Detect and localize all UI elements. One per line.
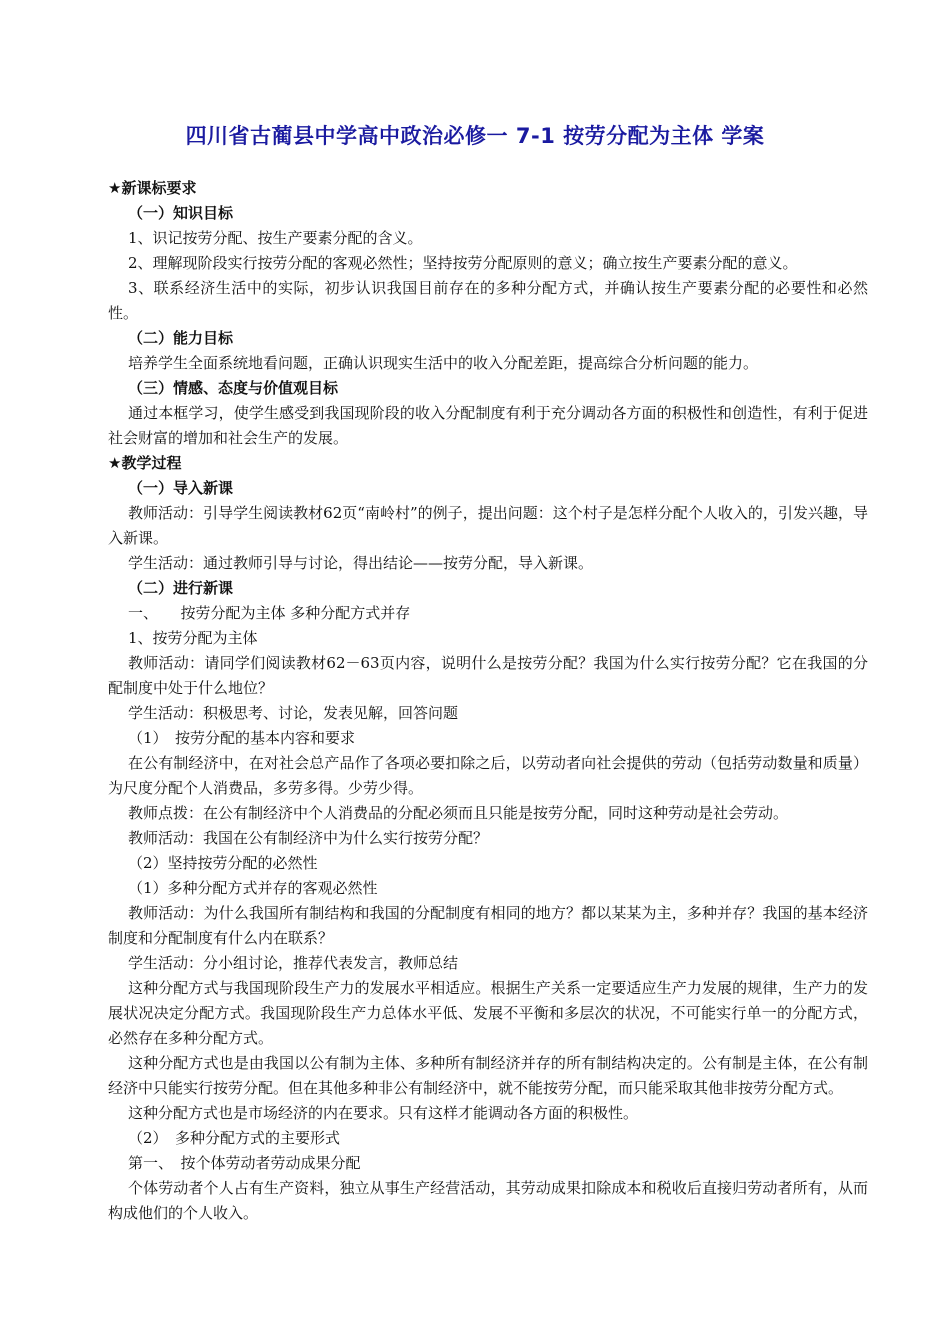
paragraph-13: 这种分配方式与我国现阶段生产力的发展水平相适应。根据生产关系一定要适应生产力发展的规律，生产力的发展状况决定分配方式。我国现阶段生产力总体水平低、发展不平衡和多层次的状况，不可能实行单一的分配方式，必然存在多种分配方式。 (108, 979, 868, 1047)
paragraph-15: 这种分配方式也是市场经济的内在要求。只有这样才能调动各方面的积极性。 (128, 1104, 639, 1122)
intro-paragraph-2: 学生活动：通过教师引导与讨论，得出结论——按劳分配，导入新课。 (128, 554, 594, 572)
paragraph-4: 学生活动：积极思考、讨论，发表见解，回答问题 (128, 704, 459, 722)
paragraph-10: （1）多种分配方式并存的客观必然性 (128, 879, 378, 897)
document-body (108, 176, 868, 1226)
knowledge-goal-1: 1、识记按劳分配、按生产要素分配的含义。 (128, 229, 423, 247)
paragraph-9: （2）坚持按劳分配的必然性 (128, 854, 318, 872)
knowledge-goal-2: 2、理解现阶段实行按劳分配的客观必然性；坚持按劳分配原则的意义；确立按生产要素分配的意义。 (128, 254, 798, 272)
ability-goal-1: 培养学生全面系统地看问题，正确认识现实生活中的收入分配差距，提高综合分析问题的能力。 (128, 354, 759, 372)
paragraph-2: 1、按劳分配为主体 (128, 629, 258, 647)
ability-goals-heading: （二）能力目标 (128, 329, 234, 347)
section-heading-process: ★教学过程 (108, 454, 182, 472)
paragraph-18: 个体劳动者个人占有生产资料，独立从事生产经营活动，其劳动成果扣除成本和税收后直接归劳动者所有，从而构成他们的个人收入。 (108, 1179, 868, 1222)
knowledge-goal-3: 3、联系经济生活中的实际，初步认识我国目前存在的多种分配方式，并确认按生产要素分配的必要性和必然性。 (108, 279, 868, 322)
values-goals-heading: （三）情感、态度与价值观目标 (128, 379, 339, 397)
paragraph-6: 在公有制经济中，在对社会总产品作了各项必要扣除之后，以劳动者向社会提供的劳动（包括劳动数量和质量）为尺度分配个人消费品，多劳多得。少劳少得。 (108, 754, 868, 797)
paragraph-7: 教师点拨：在公有制经济中个人消费品的分配必须而且只能是按劳分配，同时这种劳动是社会劳动。 (128, 804, 789, 822)
paragraph-5: （1） 按劳分配的基本内容和要求 (128, 729, 356, 747)
paragraph-12: 学生活动：分小组讨论，推荐代表发言，教师总结 (128, 954, 459, 972)
paragraph-16: （2） 多种分配方式的主要形式 (128, 1129, 341, 1147)
intro-heading: （一）导入新课 (128, 479, 234, 497)
section-heading-standards: ★新课标要求 (108, 179, 197, 197)
paragraph-14: 这种分配方式也是由我国以公有制为主体、多种所有制经济并存的所有制结构决定的。公有制是主体，在公有制经济中只能实行按劳分配。但在其他多种非公有制经济中，就不能按劳分配，而只能采取其他非按劳分配方式。 (108, 1054, 868, 1097)
intro-paragraph-1: 教师活动：引导学生阅读教材62页“南岭村”的例子，提出问题：这个村子是怎样分配个人收入的，引发兴趣，导入新课。 (108, 504, 868, 547)
values-goal-1: 通过本框学习，使学生感受到我国现阶段的收入分配制度有利于充分调动各方面的积极性和创造性，有利于促进社会财富的增加和社会生产的发展。 (108, 404, 868, 447)
new-lesson-heading: （二）进行新课 (128, 579, 234, 597)
paragraph-11: 教师活动：为什么我国所有制结构和我国的分配制度有相同的地方？都以某某为主，多种并存？我国的基本经济制度和分配制度有什么内在联系？ (108, 904, 868, 947)
document-title: 四川省古蔺县中学高中政治必修一 7-1 按劳分配为主体 学案 (185, 124, 765, 148)
paragraph-17: 第一、 按个体劳动者劳动成果分配 (128, 1154, 361, 1172)
knowledge-goals-heading: （一）知识目标 (128, 204, 234, 222)
paragraph-1: 一、 按劳分配为主体 多种分配方式并存 (128, 604, 411, 622)
paragraph-3: 教师活动：请同学们阅读教材62－63页内容，说明什么是按劳分配？我国为什么实行按劳分配？它在我国的分配制度中处于什么地位？ (108, 654, 868, 697)
paragraph-8: 教师活动：我国在公有制经济中为什么实行按劳分配？ (128, 829, 489, 847)
